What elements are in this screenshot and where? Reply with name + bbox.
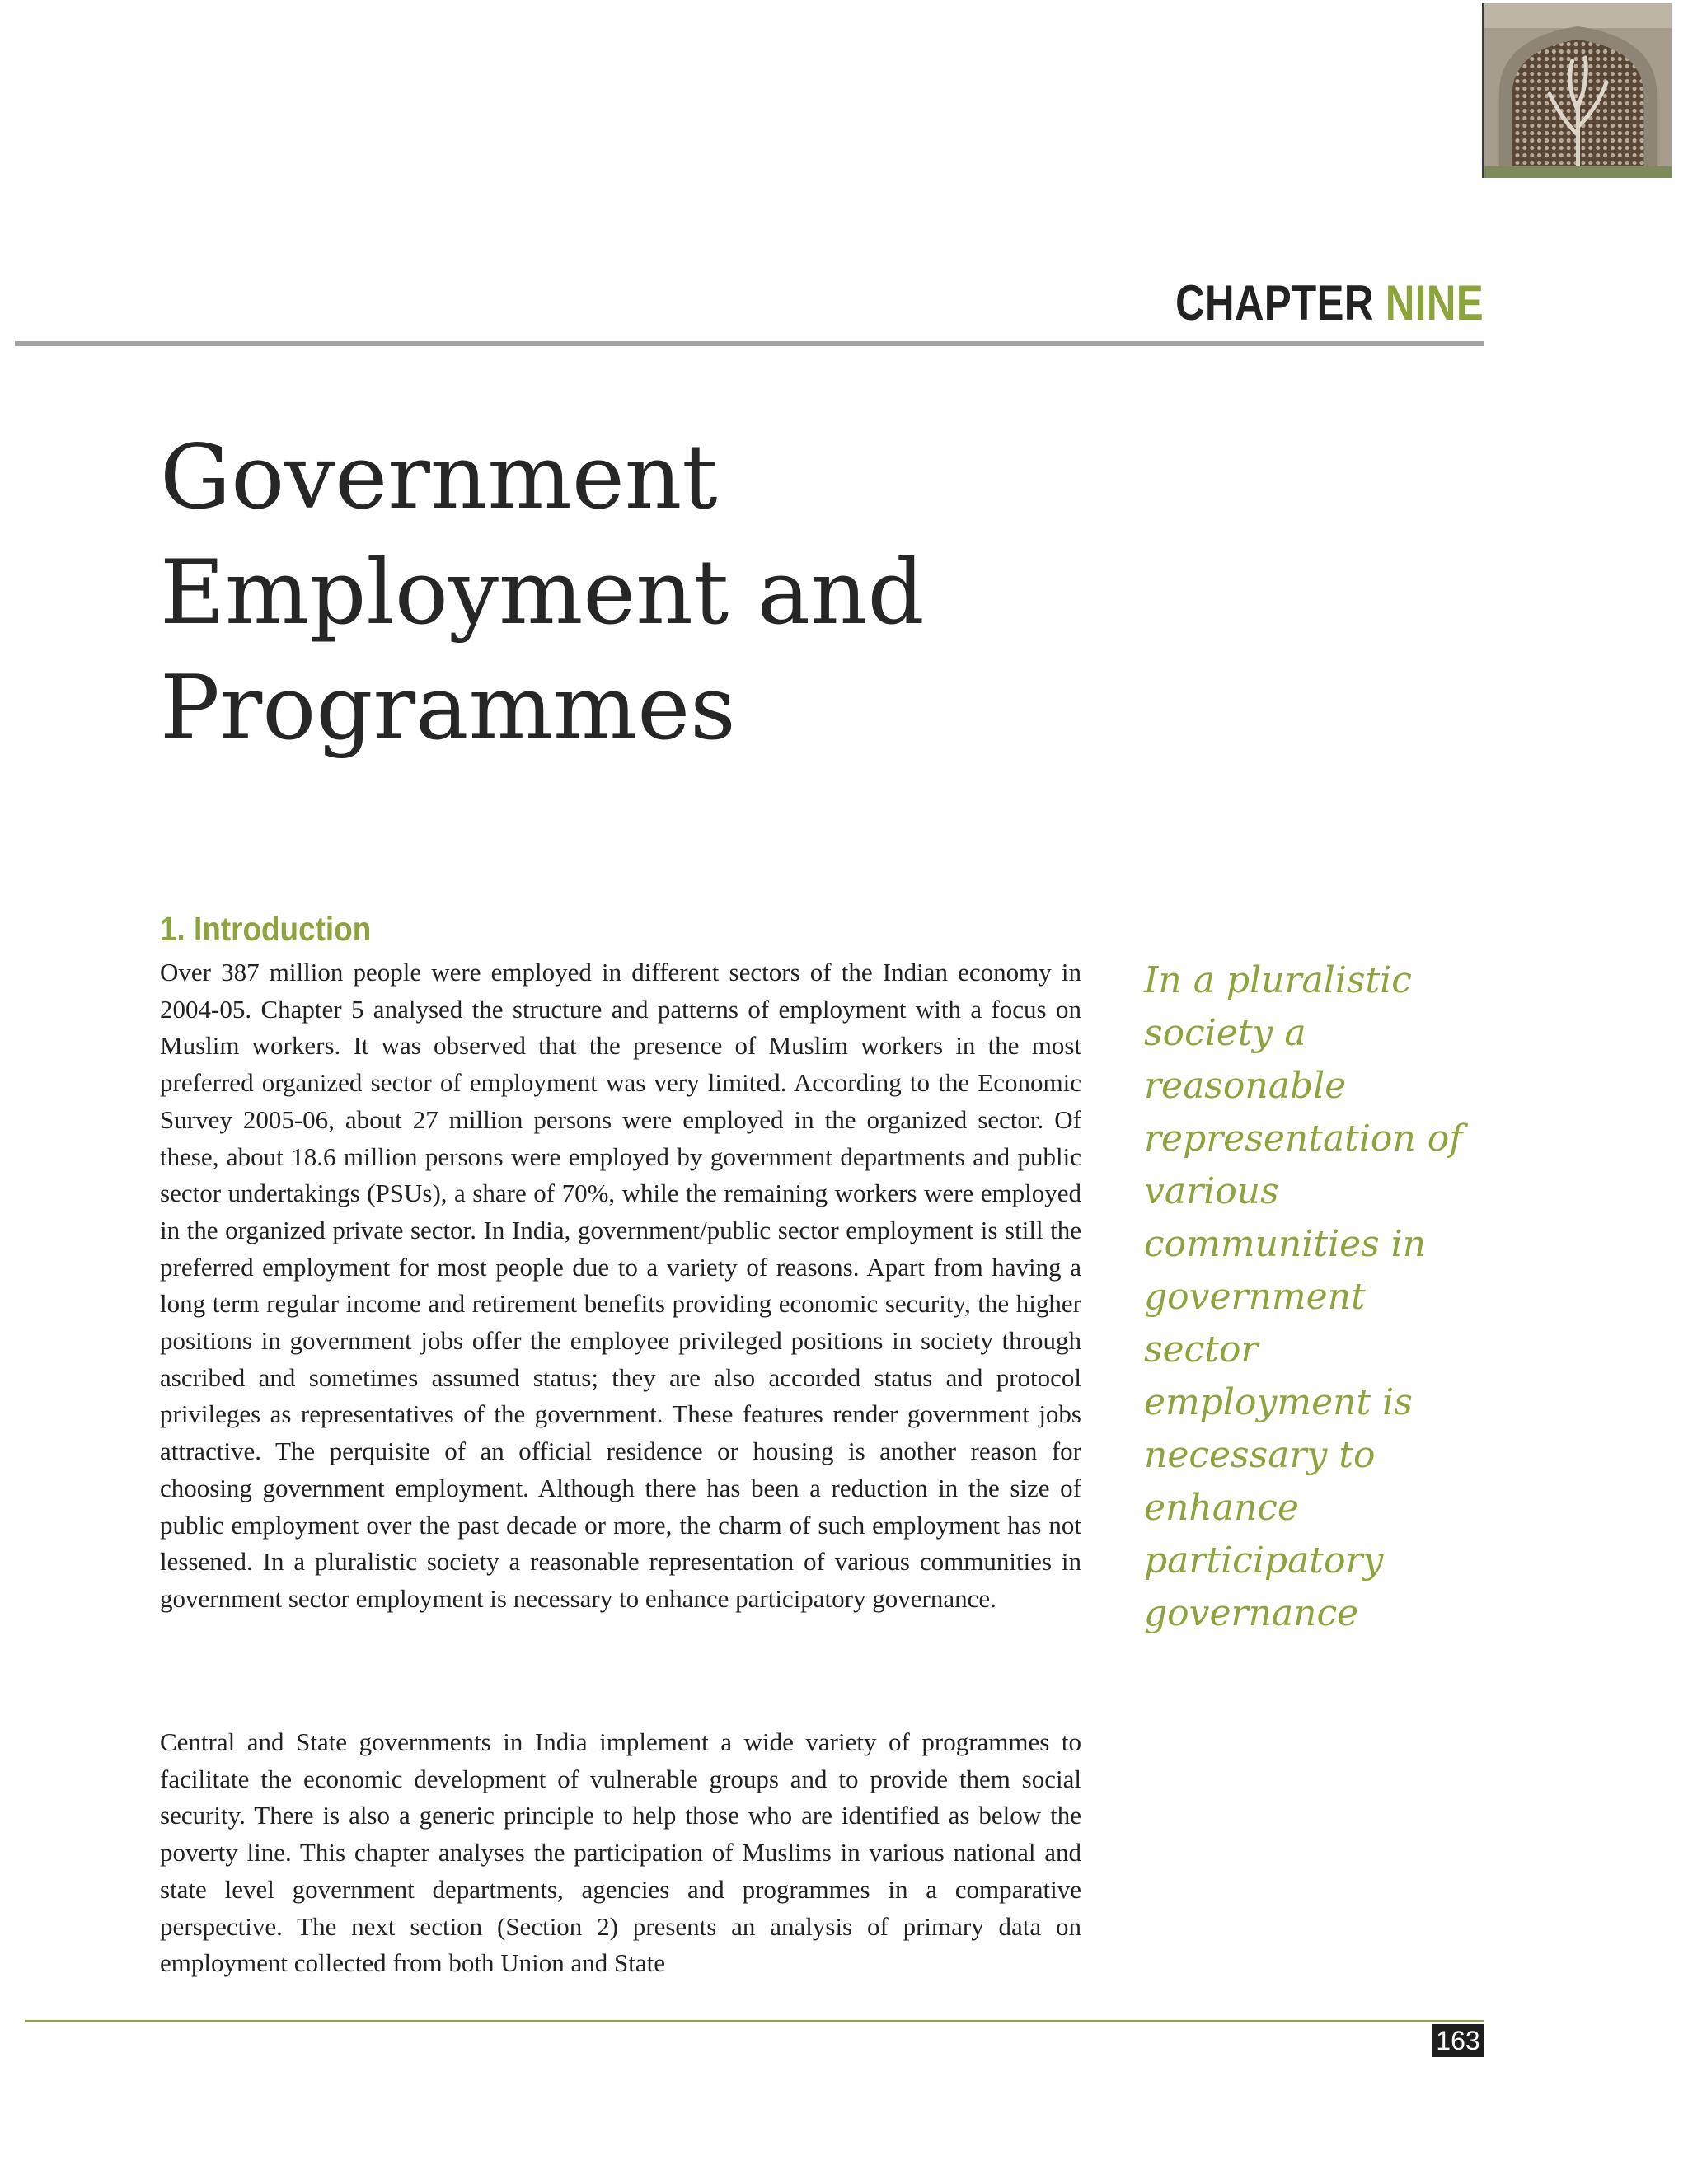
page-title: Government Employment and Programmes (160, 426, 925, 760)
pull-quote: In a pluralistic society a reasonable representation of various communities in government sector employment is necessary to enhance participatory governance (1144, 959, 1463, 1634)
chapter-label-number: NINE (1385, 275, 1484, 330)
body-paragraph: Central and State governments in India implement a wide variety of programmes to facilitate the economic development of vulnerable groups and to provide them social security. There is also a generic principle to help those who are identified as below the poverty line. This chapter analyses the participation of Muslims in various national and state level government departments, agencies and programmes in a comparative perspective. The next section (Section 2) presents an analysis of primary data on employment collected from both Union and State (160, 1727, 1081, 1978)
chapter-header-image (1482, 3, 1672, 178)
chapter-label (1175, 275, 1484, 330)
body-paragraph: Over 387 million people were employed in different sectors of the Indian economy in 2004-05. Chapter 5 analysed the structure and patterns of employment with a focus on Muslim workers. It was observed that the presence of Muslim workers in the most preferred organized sector of employment was very limited. According to the Economic Survey 2005-06, about 27 million persons were employed in the organized sector. Of these, about 18.6 million persons were employed by government departments and public sector undertakings (PSUs), a share of 70%, while the remaining workers were employed in the organized private sector. In India, government/public sector employment is still the preferred employment for most people due to a variety of reasons. Apart from having a long term regular income and retirement benefits providing economic security, the higher positions in government jobs offer the employee privileged positions in society through ascribed and sometimes assumed status; they are also accorded status and protocol privileges as representatives of the government. These features render government jobs attractive. The perquisite of an official residence or housing is another reason for choosing government employment. Although there has been a reduction in the size of public employment over the past decade or more, the charm of such employment has not lessened. In a pluralistic society a reasonable representation of various communities in government sector employment is necessary to enhance participatory governance. (160, 958, 1081, 1613)
page-number: 163 (1432, 2024, 1484, 2057)
chapter-label-word: CHAPTER (1175, 275, 1374, 330)
footer-divider (25, 2020, 1484, 2022)
section-heading: 1. Introduction (160, 910, 372, 948)
header-divider (15, 341, 1484, 346)
